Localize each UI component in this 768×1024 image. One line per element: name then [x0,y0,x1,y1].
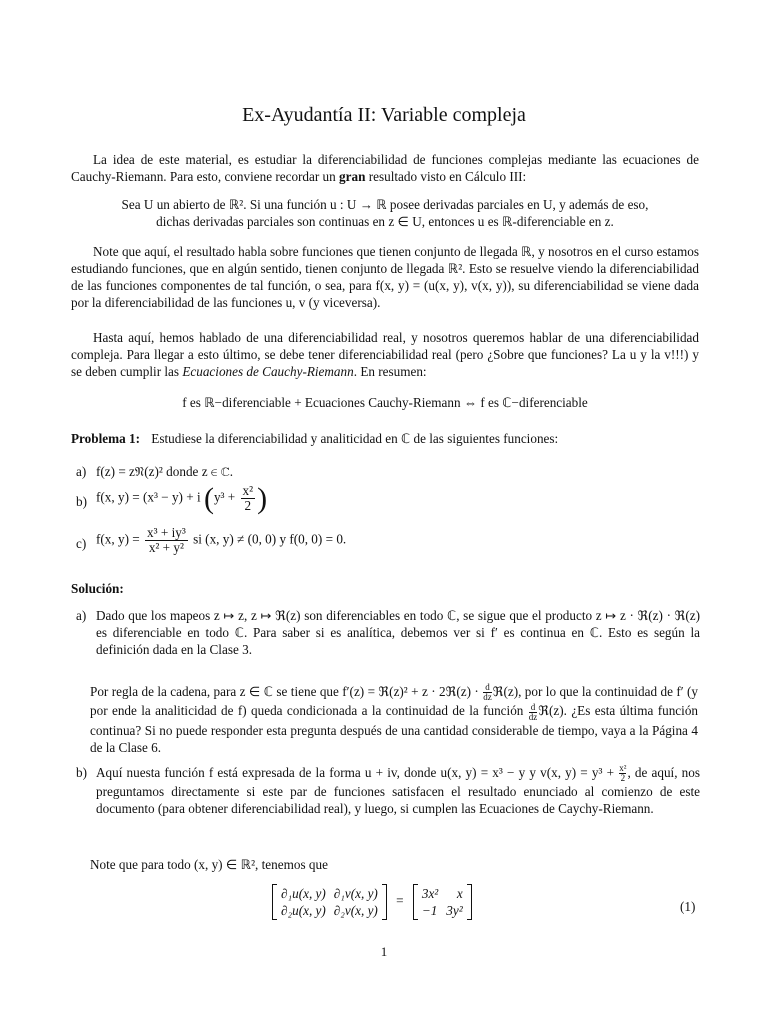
problem-text: Estudiese la diferenciabilidad y analiticidad en ℂ de las siguientes funciones: [151,431,559,446]
jacobian-equation [272,884,472,920]
deriv-num: d [485,682,490,693]
p3-text-b: . En resumen: [353,364,427,379]
frac-den: 2 [620,773,626,784]
problem-item-c [76,526,700,555]
frac-den: x² + y² [148,540,184,555]
rhs-cell: 3x² [421,886,439,901]
lhs-cell: ∂₁v(x, y) [333,886,378,901]
item-c-prefix: f(x, y) = [96,531,140,547]
theorem-statement [71,196,699,230]
intro-paragraph-1 [71,151,699,185]
page-number: 1 [380,944,388,959]
p3-italic: Ecuaciones de Cauchy-Riemann [182,364,354,379]
theorem-line-2: dichas derivadas parciales son continuas en z ∈ U, entonces u es ℝ-diferenciable en z. [156,214,614,229]
sol-a-paragraph-2 [90,683,698,756]
item-b-y3: y³ + [213,489,236,505]
right-paren: ) [257,482,268,515]
intro-text-a: La idea de este material, es estudiar la diferenciabilidad de funciones complejas mediante las ecuaciones de Cauchy-Riemann. Para esto, conviene recordar un [71,152,699,184]
solution-item-b [76,764,700,817]
problem-item-a [76,463,700,480]
item-b-prefix: f(x, y) = (x³ − y) + i [96,489,201,505]
sol-b-fraction [619,764,626,783]
item-text-a: f(z) = z𝔑(z)² donde z ∈ ℂ. [96,464,234,479]
intro-bold-word: gran [339,169,366,184]
p3-text-a: Hasta aquí, hemos hablado de una diferenciabilidad real, y nosotros queremos hablar de una diferenciabilidad compleja. Para llegar a esto último, se debe tener diferenciabilidad real (pero ¿Sobre que funciones? La u y la v!!!) y se deben cumplir las [71,330,699,379]
problem-label: Problema 1: [71,431,140,446]
derivative-d-dz-2 [529,703,538,722]
rhs-cell: −1 [421,903,438,918]
lhs-cell: ∂₂u(x, y) [281,903,326,918]
item-label-c: c) [76,536,87,551]
rhs-cell: 3y² [446,903,463,918]
solution-heading: Solución: [71,581,124,596]
intro-paragraph-2: Note que aquí, el resultado habla sobre funciones que tienen conjunto de llegada ℝ, y nosotros en el curso estamos estudiando funciones, que en algún sentido, tienen conjunto de llegada ℝ². Esto se resuelve viendo la diferenciabilidad de las funciones componentes de tal función, o sea, para f(x, y) = (u(x, y), v(x, y)), su diferenciabilidad se viene dada por la diferenciabilidad de las funciones u, v (y viceversa). [71,244,699,310]
solution-item-a [76,607,700,658]
deriv-den: dz [483,692,492,703]
rhs-matrix [413,884,472,920]
left-paren: ( [203,482,214,515]
sol-b-text-b: , de aquí, nos preguntamos directamente si este par de funciones satisfacen el resultado enunciado al comienzo de este documento (para obtener diferenciabilidad real), y luego, si cumplen las Ecuaciones de Caychy-Riemann. [96,765,700,817]
sol-a-p2-text-b: ℜ(z), por lo que la continuidad de f′ (y por ende la analiticidad de f) queda condicionada a la continuidad de la función [90,684,698,719]
document-title: Ex-Ayudantía II: Variable compleja [242,104,526,126]
item-body-c [96,526,700,555]
frac-den: 2 [244,498,252,513]
deriv-den: dz [528,711,538,722]
lhs-matrix [272,884,387,920]
lhs-cell: ∂₂v(x, y) [333,903,378,918]
equals-sign: = [396,893,404,909]
theorem-line-1: Sea U un abierto de ℝ². Si una función u : U → ℝ posee derivadas parciales en U, y además de eso, [121,197,649,212]
rhs-cell: x [456,886,463,901]
sol-b-paragraph-1 [96,764,700,817]
item-body-b [96,484,700,513]
frac-num: x² [619,763,627,774]
item-c-fraction [145,526,188,555]
sol-label-a: a) [76,608,87,623]
sol-label-b: b) [76,765,87,780]
intro-paragraph-3 [71,329,699,380]
lhs-cell: ∂₁u(x, y) [281,886,326,901]
frac-num: x² [242,483,254,498]
problem-heading [71,430,699,447]
intro-text-b: resultado visto en Cálculo III: [365,169,527,184]
equation-number: (1) [680,899,696,914]
frac-num: x³ + iy³ [147,525,186,540]
sol-a-paragraph-1: Dado que los mapeos z ↦ z, z ↦ ℜ(z) son diferenciables en todo ℂ, se sigue que el producto z ↦ z · ℜ(z) · ℜ(z) es diferenciable en todo ℂ. Para saber si es analítica, debemos ver si f′ es continua en ℂ. Esto es según la definición dada en la Clase 3. [96,608,700,657]
item-c-suffix: si (x, y) ≠ (0, 0) y f(0, 0) = 0. [193,531,347,547]
deriv-num: d [530,701,536,712]
problem-item-b [76,484,700,513]
sol-b-paragraph-2: Note que para todo (x, y) ∈ ℝ², tenemos que [90,857,328,872]
item-label-a: a) [76,464,87,479]
summary-equivalence: f es ℝ−diferenciable + Ecuaciones Cauchy-Riemann ⇔ f es ℂ−diferenciable [182,395,588,410]
derivative-d-dz [483,683,492,702]
sol-b-text-a: Aquí nuesta función f está expresada de la forma u + iv, donde u(x, y) = x³ − y y v(x, y) = y³ + [96,765,615,780]
sol-a-p2-text-c: ℜ(z). ¿Es esta última función continua? Si no puede responder esta pregunta después de una cantidad considerable de tiempo, vaya a la Página 4 de la Clase 6. [90,703,699,755]
item-b-fraction [241,484,256,513]
sol-a-p2-text-a: Por regla de la cadena, para z ∈ ℂ se tiene que f′(z) = ℜ(z)² + z · 2ℜ(z) · [90,684,479,699]
item-label-b: b) [76,494,87,509]
